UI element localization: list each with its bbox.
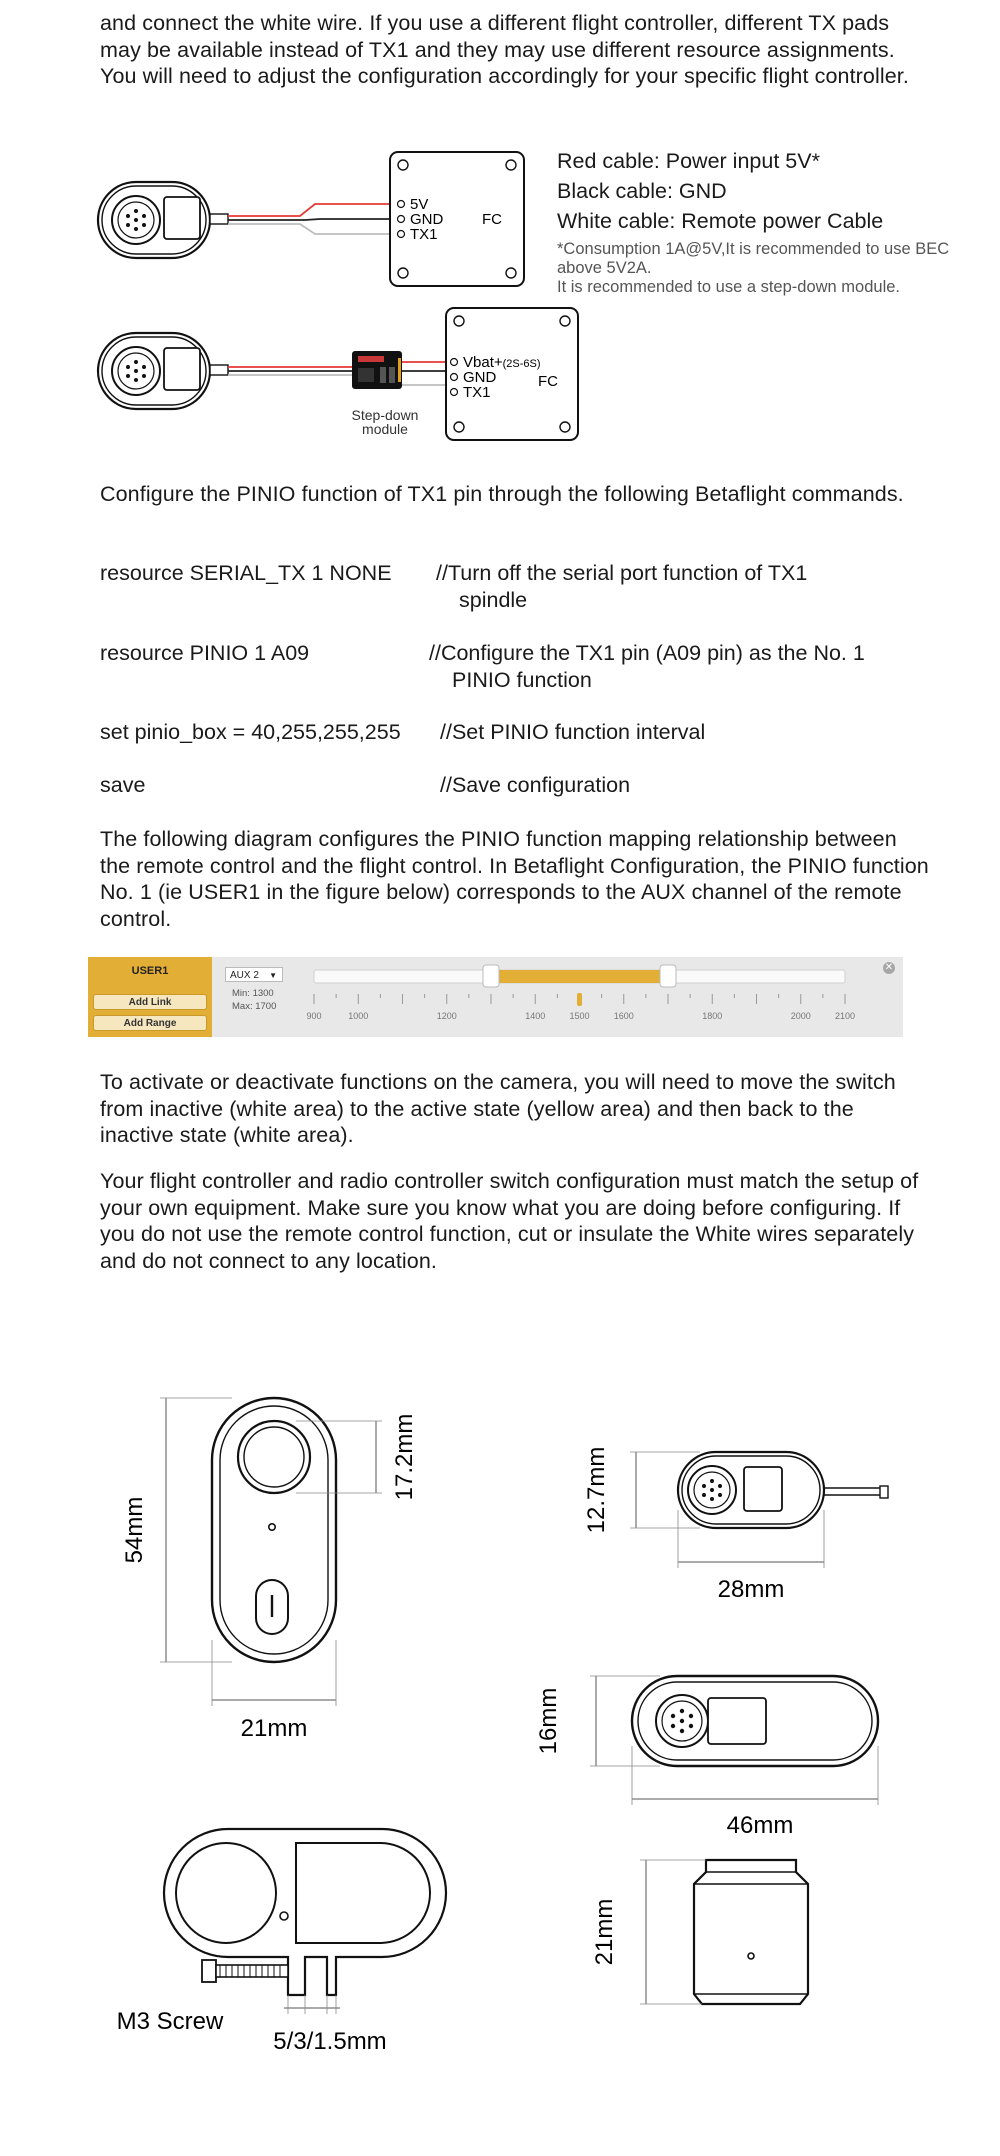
pin-tx1-2: TX1	[463, 384, 491, 401]
scale-tick-label: 900	[306, 1011, 322, 1021]
comment-3: //Set PINIO function interval	[440, 720, 706, 744]
warning-paragraph: Your flight controller and radio controller switch configuration must match the setup of your own equipment. Make sure you know what you are doing before configuring. If you do not use the remote control function, cut or insulate the White wires separately and do not connect to any location.	[100, 1169, 919, 1273]
add-link-button[interactable]: Add Link	[93, 994, 207, 1010]
intro-paragraph: and connect the white wire. If you use a different flight controller, different TX pads may be available instead of TX1 and they may use different resource assignments. You will need to adjust the configuration accordingly for your specific flight controller.	[100, 11, 909, 88]
dimension-drawings	[0, 1380, 1000, 2080]
camera-icon	[98, 182, 210, 258]
chevron-down-icon: ▼	[269, 971, 277, 980]
mount-screw-label: M3 Screw	[116, 2008, 224, 2035]
wiring-diagram	[90, 140, 610, 450]
step-down-module-icon	[352, 351, 402, 389]
comment-1: //Turn off the serial port function of TX1	[436, 561, 808, 585]
camera-top-view	[632, 1676, 878, 1766]
current-value-marker	[577, 993, 582, 1006]
dim-top-width: 46mm	[726, 1812, 794, 1839]
range-slider[interactable]	[88, 957, 903, 1037]
scale-tick-label: 1800	[702, 1011, 723, 1021]
command-3: set pinio_box = 40,255,255,255	[100, 720, 401, 744]
camera-side-view	[678, 1452, 888, 1528]
legend-note-step-down: It is recommended to use a step-down module.	[557, 278, 901, 296]
mapping-paragraph: The following diagram configures the PINIO function mapping relationship between the remote control and the flight control. In Betaflight Configuration, the PINIO function No. 1 (ie USER1 in the figure below) corresponds to the AUX channel of the remote control.	[100, 827, 929, 931]
dim-back-height: 21mm	[591, 1898, 618, 1966]
channel-select-value: AUX 2	[230, 970, 259, 981]
comment-2b: PINIO function	[452, 668, 592, 692]
command-1: resource SERIAL_TX 1 NONE	[100, 561, 392, 585]
close-icon[interactable]: ✕	[884, 962, 894, 973]
step-down-label-1: Step-down	[351, 407, 419, 423]
fc-label-2: FC	[538, 373, 558, 390]
mount-bracket	[164, 1829, 446, 1995]
pin-tx1: TX1	[410, 226, 438, 243]
camera-back-view	[694, 1860, 808, 2004]
command-2: resource PINIO 1 A09	[100, 641, 310, 665]
scale-tick-label: 1500	[569, 1011, 590, 1021]
dim-side-height: 12.7mm	[583, 1446, 610, 1534]
betaflight-mode-panel	[88, 957, 903, 1037]
dim-lens-height: 17.2mm	[391, 1413, 418, 1501]
dim-side-width: 28mm	[717, 1576, 785, 1603]
fc-label-1: FC	[482, 211, 502, 228]
config-intro: Configure the PINIO function of TX1 pin through the following Betaflight commands.	[100, 482, 904, 506]
comment-2: //Configure the TX1 pin (A09 pin) as the No. 1	[429, 641, 865, 665]
range-max-label: Max: 1700	[232, 1001, 277, 1012]
comment-1b: spindle	[459, 588, 528, 612]
add-range-button[interactable]: Add Range	[93, 1015, 207, 1031]
range-min-label: Min: 1300	[232, 988, 274, 999]
camera-front-view	[212, 1398, 336, 1662]
scale-tick-label: 1000	[348, 1011, 369, 1021]
camera-icon-2	[98, 333, 210, 409]
slider-active-range	[491, 970, 668, 983]
legend-black-cable: Black cable: GND	[557, 179, 727, 203]
pin-vbat: Vbat+(2S-6S)	[463, 354, 541, 371]
command-4: save	[100, 773, 146, 797]
scale-tick-label: 1200	[436, 1011, 457, 1021]
dim-front-height: 54mm	[121, 1496, 148, 1564]
scale-tick-label: 2000	[790, 1011, 811, 1021]
pin-5v: 5V	[410, 196, 429, 213]
pin-gnd: GND	[410, 211, 444, 228]
slider-max-handle[interactable]	[660, 965, 676, 987]
mode-name: USER1	[131, 965, 169, 977]
slider-min-handle[interactable]	[483, 965, 499, 987]
dim-front-width: 21mm	[240, 1715, 308, 1742]
legend-red-cable: Red cable: Power input 5V*	[557, 149, 820, 173]
activation-paragraph: To activate or deactivate functions on the camera, you will need to move the switch from inactive (white area) to the active state (yellow area) and then back to the inactive state (white area).	[100, 1070, 896, 1147]
mount-sizes-label: 5/3/1.5mm	[273, 2028, 387, 2055]
step-down-label-2: module	[362, 421, 408, 437]
dim-top-height: 16mm	[535, 1687, 562, 1755]
scale-tick-label: 1400	[525, 1011, 546, 1021]
legend-white-cable: White cable: Remote power Cable	[557, 209, 884, 233]
pin-gnd-2: GND	[463, 369, 497, 386]
scale-tick-label: 2100	[834, 1011, 856, 1021]
legend-note-consumption: *Consumption 1A@5V,It is recommended to use BEC above 5V2A.	[557, 240, 950, 277]
comment-4: //Save configuration	[440, 773, 631, 797]
scale-tick-label: 1600	[613, 1011, 634, 1021]
